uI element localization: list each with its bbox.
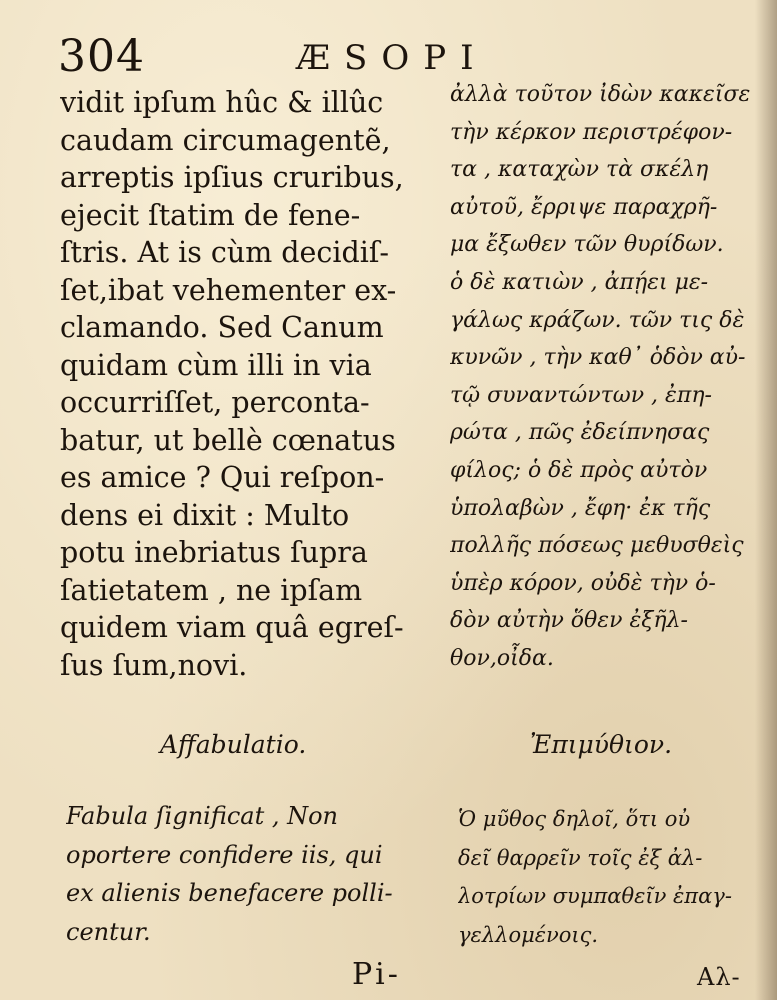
latin-line: ejecit ſtatim de fene- <box>60 198 361 232</box>
latin-moral-line: Fabula ſignificat , Non <box>66 802 339 830</box>
latin-line: es amice ? Qui reſpon- <box>60 461 385 494</box>
greek-line: φίλος; ὁ δὲ πρὸς αὐτὸν <box>450 457 708 483</box>
greek-line: ὑπὲρ κόρον, οὐδὲ τὴν ὁ- <box>450 570 716 596</box>
greek-line: ἀλλὰ τοῦτον ἰδὼν κακεῖσε <box>450 82 751 107</box>
latin-line: potu inebriatus ſupra <box>60 536 368 569</box>
greek-line: ὁ δὲ κατιὼν , ἀπῄει με- <box>450 269 709 295</box>
latin-line: dens ei dixit : Multo <box>60 498 350 532</box>
page-number: 304 <box>58 31 145 82</box>
latin-line: vidit ipſum hûc & illûc <box>60 86 384 119</box>
latin-line: quidem viam quâ egreſ- <box>60 611 404 644</box>
latin-line: ſatietatem , ne ipſam <box>60 573 363 607</box>
latin-moral <box>66 797 432 951</box>
latin-moral-line: ex alienis benefacere polli- <box>66 879 393 907</box>
latin-moral-line: oportere confidere iis, qui <box>66 840 383 869</box>
greek-line: δὸν αὐτὴν ὅθεν ἐξῆλ- <box>450 608 688 634</box>
latin-line: ſet,ibat vehementer ex- <box>60 273 397 307</box>
running-head: ÆSOPI <box>296 38 488 78</box>
greek-line: αὐτοῦ, ἔρριψε παραχρῆ- <box>450 194 718 220</box>
latin-moral-line: centur. <box>66 917 151 946</box>
latin-line: ſtris. At is cùm decidiſ- <box>60 236 390 269</box>
latin-moral-heading: Affabulatio. <box>160 730 307 759</box>
greek-line: μα ἔξωθεν τῶν θυρίδων. <box>450 232 724 258</box>
greek-column <box>450 76 760 678</box>
latin-line: quidam cùm illi in via <box>60 348 372 382</box>
greek-line: γάλως κράζων. τῶν τις δὲ <box>450 307 745 333</box>
greek-moral-heading: Ἐπιμύθιον. <box>530 730 673 759</box>
greek-moral-line: Ὁ μῦθος δηλοῖ, ὅτι οὐ <box>458 807 691 831</box>
latin-line: caudam circumagentẽ, <box>60 123 391 157</box>
latin-line: ſus ſum,novi. <box>60 648 248 682</box>
latin-line: occurriſſet, perconta- <box>60 386 370 419</box>
greek-moral <box>458 800 758 954</box>
latin-line: clamando. Sed Canum <box>60 311 384 344</box>
greek-line: ρώτα , πῶς ἐδείπνησας <box>450 420 710 446</box>
latin-line: batur, ut bellè cœnatus <box>60 423 396 457</box>
greek-line: ὑπολαβὼν , ἔφη· ἐκ τῆς <box>450 495 711 521</box>
greek-line: τῷ συναντώντων , ἐπη- <box>450 382 712 408</box>
latin-line: arreptis ipſius cruribus, <box>60 161 404 194</box>
greek-catchword: Αλ- <box>697 963 741 991</box>
latin-column <box>60 84 432 684</box>
greek-moral-line: λοτρίων συμπαθεῖν ἐπαγ- <box>458 884 732 908</box>
latin-catchword: Pi- <box>352 957 401 992</box>
greek-moral-line: δεῖ θαρρεῖν τοῖς ἐξ ἀλ- <box>458 845 703 870</box>
greek-line: τὴν κέρκον περιστρέφον- <box>450 119 733 145</box>
greek-line: πολλῆς πόσεως μεθυσθεὶς <box>450 533 744 559</box>
greek-moral-line: γελλομένοις. <box>458 922 599 947</box>
greek-line: κυνῶν , τὴν καθ᾽ ὁδὸν αὐ- <box>450 345 746 371</box>
greek-line: τα , καταχὼν τὰ σκέλη <box>450 157 709 183</box>
greek-line: θον,οἶδα. <box>450 645 554 671</box>
